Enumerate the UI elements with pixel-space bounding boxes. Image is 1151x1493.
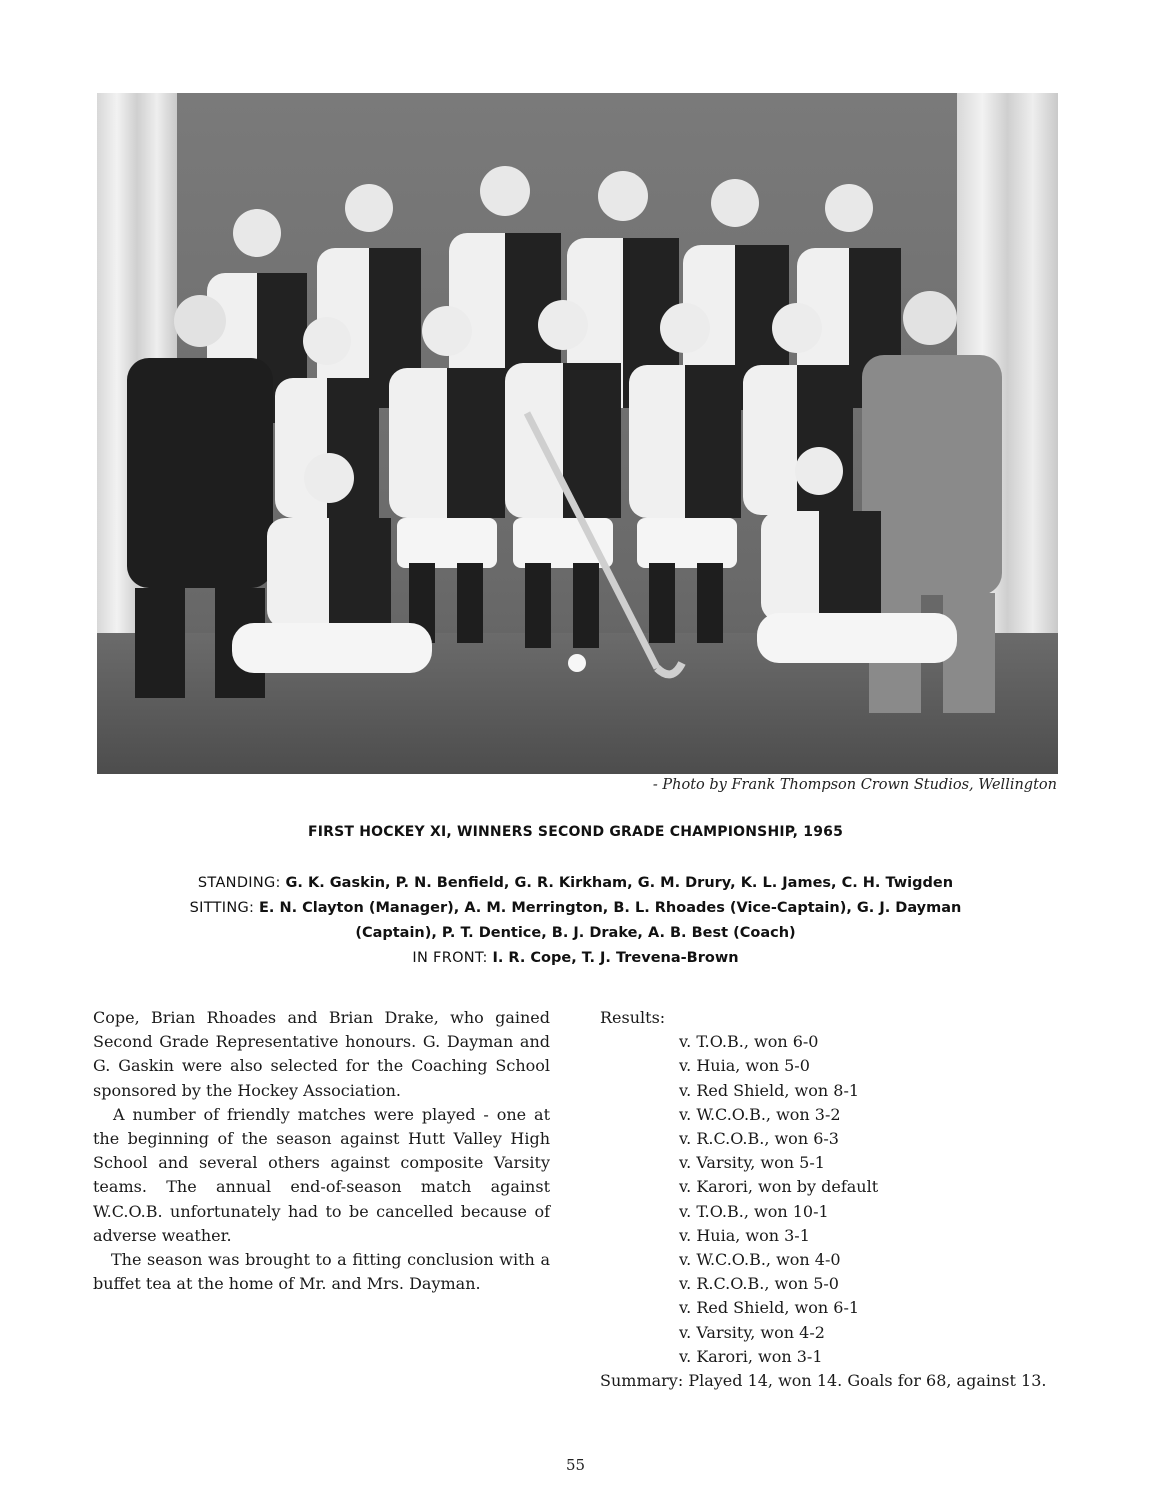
results-summary: Summary: Played 14, won 14. Goals for 68, against 13.	[600, 1371, 1047, 1391]
caption-title: FIRST HOCKEY XI, WINNERS SECOND GRADE CHAMPIONSHIP, 1965	[307, 824, 844, 840]
result-item: v. Red Shield, won 6-1	[679, 1298, 860, 1318]
standing-names: G. K. Gaskin, P. N. Benfield, G. R. Kirkham, G. M. Drury, K. L. James, C. H. Twigden	[285, 875, 954, 891]
result-item: v. T.O.B., won 6-0	[679, 1032, 819, 1052]
result-item: v. Karori, won 3-1	[679, 1346, 823, 1366]
page-number: 55	[565, 1456, 586, 1474]
standing-label: STANDING:	[197, 875, 281, 891]
front-label: IN FRONT:	[412, 950, 488, 966]
result-item: v. W.C.O.B., won 3-2	[679, 1104, 841, 1124]
body-paragraph: Cope, Brian Rhoades and Brian Drake, who gained Second Grade Representative honours. G. Dayman and G. Gaskin were also selected for the Coaching School sponsored by the Hockey Association.	[93, 1008, 550, 1100]
body-paragraph: The season was brought to a fitting conclusion with a buffet tea at the home of Mr. and Mrs. Dayman.	[93, 1250, 550, 1294]
standing-line	[150, 870, 1001, 895]
body-text-column	[93, 1006, 550, 1296]
result-item: v. Varsity, won 4-2	[679, 1322, 825, 1342]
result-item: v. Huia, won 3-1	[679, 1225, 810, 1245]
sitting-names-line2: (Captain), P. T. Dentice, B. J. Drake, A. B. Best (Coach)	[355, 925, 796, 941]
photo-credit: - Photo by Frank Thompson Crown Studios, Wellington	[652, 777, 1057, 793]
result-item: v. Huia, won 5-0	[679, 1056, 810, 1076]
sitting-label: SITTING:	[189, 900, 255, 916]
sitting-line-2	[150, 920, 1001, 945]
front-names: I. R. Cope, T. J. Trevena-Brown	[492, 950, 739, 966]
results-column	[600, 1006, 1060, 1393]
result-item: v. T.O.B., won 10-1	[679, 1201, 829, 1221]
team-photo-image	[97, 93, 1058, 774]
caption-names	[150, 870, 1001, 970]
result-item: v. Karori, won by default	[679, 1177, 879, 1197]
sitting-line	[150, 895, 1001, 920]
result-item: v. R.C.O.B., won 5-0	[679, 1274, 839, 1294]
result-item: v. Red Shield, won 8-1	[679, 1080, 860, 1100]
body-paragraph: A number of friendly matches were played - one at the beginning of the season against Hutt Valley High School and several others against composite Varsity teams. The annual end-of-season match against W.C.O.B. unfortunately had to be cancelled because of adverse weather.	[93, 1104, 550, 1245]
result-item: v. Varsity, won 5-1	[679, 1153, 825, 1173]
results-heading: Results:	[600, 1008, 666, 1027]
result-item: v. W.C.O.B., won 4-0	[679, 1250, 841, 1270]
result-item: v. R.C.O.B., won 6-3	[679, 1129, 839, 1149]
team-photo	[97, 93, 1058, 774]
sitting-names-line1: E. N. Clayton (Manager), A. M. Merrington, B. L. Rhoades (Vice-Captain), G. J. Dayman	[259, 900, 962, 916]
front-line	[150, 945, 1001, 970]
